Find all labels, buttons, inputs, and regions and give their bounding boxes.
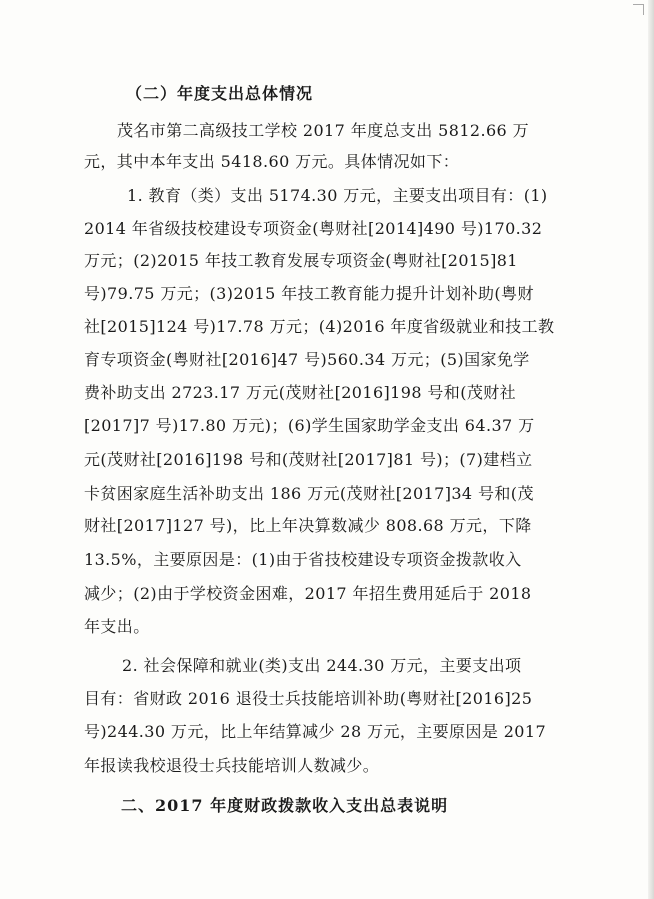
paragraph-line: 茂名市第二高级技工学校 2017 年度总支出 5812.66 万 xyxy=(117,121,530,140)
paragraph-line: 13.5%，主要原因是：(1)由于省技校建设专项资金拨款收入 xyxy=(84,550,522,569)
paragraph-line: 年报读我校退役士兵技能培训人数减少。 xyxy=(84,756,380,775)
paragraph-line: 2. 社会保障和就业(类)支出 244.30 万元，主要支出项 xyxy=(122,656,522,675)
paragraph-line: 减少；(2)由于学校资金困难，2017 年招生费用延后于 2018 xyxy=(84,584,532,603)
paragraph-line: 费补助支出 2723.17 万元(茂财社[2016]198 号和(茂财社 xyxy=(84,383,517,402)
paragraph-line: 卡贫困家庭生活补助支出 186 万元(茂财社[2017]34 号和(茂 xyxy=(84,484,534,503)
corner-mark xyxy=(633,4,644,15)
paragraph-line: 目有：省财政 2016 退役士兵技能培训补助(粤财社[2016]25 xyxy=(84,689,533,708)
paragraph-line: [2017]7 号)17.80 万元)；(6)学生国家助学金支出 64.37 万 xyxy=(84,416,535,435)
paragraph-line: 财社[2017]127 号)，比上年决算数减少 808.68 万元，下降 xyxy=(84,516,532,535)
paragraph-line: 2014 年省级技校建设专项资金(粤财社[2014]490 号)170.32 xyxy=(84,219,543,238)
paragraph-line: 号)244.30 万元，比上年结算减少 28 万元，主要原因是 2017 xyxy=(84,722,547,741)
section-heading: （二）年度支出总体情况 xyxy=(126,84,314,103)
paragraph-line: 号)79.75 万元；(3)2015 年技工教育能力提升计划补助(粤财 xyxy=(84,284,534,303)
paragraph-line: 元(茂财社[2016]198 号和(茂财社[2017]81 号)；(7)建档立 xyxy=(84,450,533,469)
paragraph-line: 元，其中本年支出 5418.60 万元。具体情况如下： xyxy=(84,152,460,171)
paragraph-line: 年支出。 xyxy=(84,617,150,636)
scan-edge xyxy=(648,0,654,899)
paragraph-line: 社[2015]124 号)17.78 万元；(4)2016 年度省级就业和技工教 xyxy=(84,317,555,336)
paragraph-line: 育专项资金(粤财社[2016]47 号)560.34 万元；(5)国家免学 xyxy=(84,350,530,369)
paragraph-line: 1. 教育（类）支出 5174.30 万元，主要支出项目有：(1) xyxy=(127,186,548,205)
next-section-heading: 二、2017 年度财政拨款收入支出总表说明 xyxy=(121,796,449,815)
paragraph-line: 万元；(2)2015 年技工教育发展专项资金(粤财社[2015]81 xyxy=(84,251,518,270)
